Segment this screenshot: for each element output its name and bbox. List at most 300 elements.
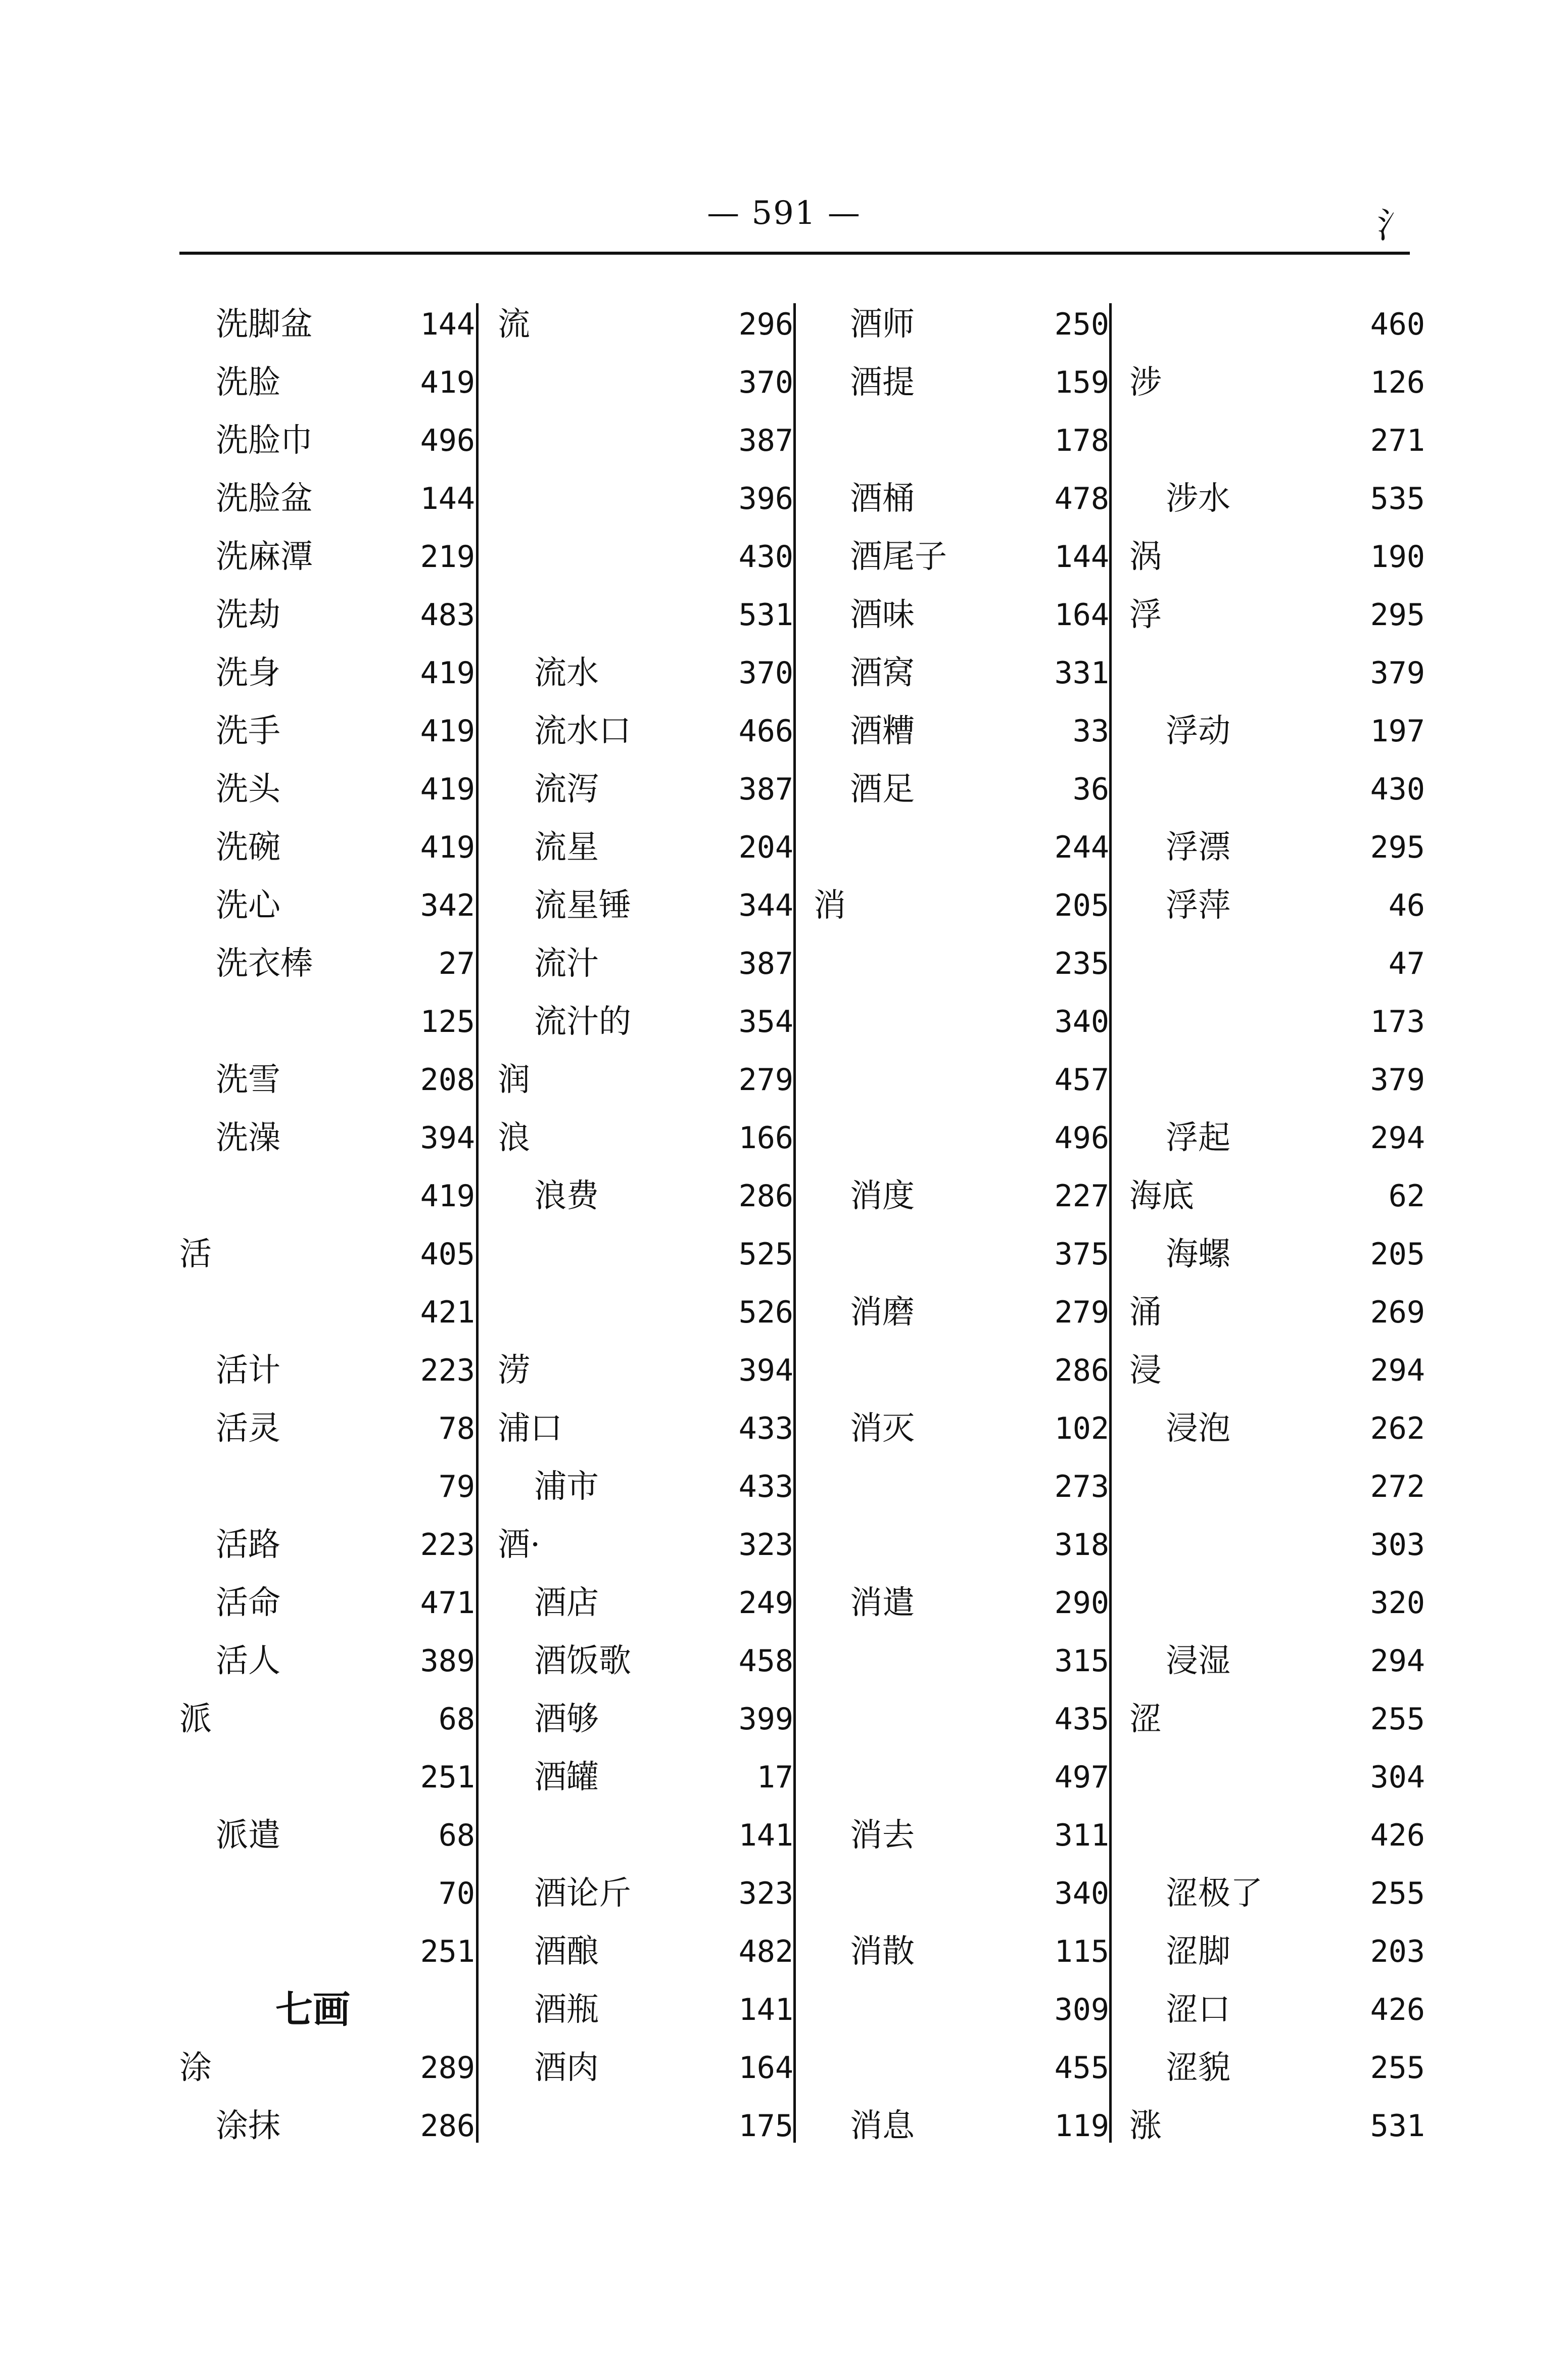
entry-headword: 活命 (216, 1584, 280, 1622)
index-entry (179, 761, 493, 819)
index-entry (498, 1225, 811, 1284)
entry-page-number: 223 (420, 1353, 475, 1388)
entry-page-number: 251 (420, 1934, 475, 1969)
entry-headword: 洗手 (216, 713, 280, 750)
entry-page-number: 340 (1054, 1876, 1109, 1911)
entry-page-number: 483 (420, 597, 475, 633)
entry-headword: 海螺 (1166, 1236, 1230, 1273)
entry-headword: 酒· (498, 1526, 541, 1564)
index-entry (179, 470, 493, 528)
index-entry (814, 528, 1127, 586)
entry-page-number: 255 (1370, 2050, 1425, 2086)
index-entry (179, 354, 493, 412)
entry-page-number: 375 (1054, 1237, 1109, 1272)
column-divider (793, 303, 796, 2143)
entry-page-number: 387 (738, 423, 793, 458)
entry-page-number: 68 (438, 1702, 475, 1737)
entry-page-number: 272 (1370, 1469, 1425, 1504)
entry-page-number: 354 (738, 1004, 793, 1040)
index-entry (814, 412, 1127, 470)
entry-page-number: 166 (738, 1120, 793, 1156)
index-entry (1129, 1225, 1443, 1284)
entry-headword: 洗脚盆 (216, 306, 313, 343)
entry-page-number: 36 (1072, 772, 1109, 807)
index-entry (1129, 470, 1443, 528)
entry-headword: 浦市 (534, 1468, 599, 1505)
index-entry (814, 2039, 1127, 2097)
index-entry (814, 1516, 1127, 1574)
entry-page-number: 204 (738, 830, 793, 865)
index-entry (179, 1516, 493, 1574)
entry-page-number: 295 (1370, 597, 1425, 633)
entry-page-number: 496 (1054, 1120, 1109, 1156)
index-entry (814, 1051, 1127, 1109)
entry-headword: 活人 (216, 1642, 280, 1680)
index-entry (814, 761, 1127, 819)
index-entry (814, 1749, 1127, 1807)
index-entry (498, 819, 811, 877)
entry-page-number: 303 (1370, 1527, 1425, 1563)
index-entry (1129, 412, 1443, 470)
entry-page-number: 421 (420, 1295, 475, 1330)
index-entry (498, 1109, 811, 1167)
index-entry (1129, 1632, 1443, 1690)
section-title: 七画 (275, 1988, 350, 2032)
index-entry (814, 819, 1127, 877)
index-entry (498, 935, 811, 993)
entry-headword: 涂 (179, 2049, 212, 2087)
entry-headword: 消度 (850, 1177, 915, 1215)
entry-page-number: 419 (420, 772, 475, 807)
entry-page-number: 419 (420, 714, 475, 749)
index-entry (814, 1458, 1127, 1516)
entry-page-number: 323 (738, 1527, 793, 1563)
index-entry (179, 702, 493, 761)
entry-page-number: 115 (1054, 1934, 1109, 1969)
entry-headword: 洗脸巾 (216, 422, 313, 459)
entry-page-number: 426 (1370, 1992, 1425, 2027)
entry-page-number: 525 (738, 1237, 793, 1272)
index-entry (498, 412, 811, 470)
index-entry (1129, 1516, 1443, 1574)
index-entry (498, 586, 811, 644)
index-entry (498, 1923, 811, 1981)
entry-headword: 洗麻潭 (216, 538, 313, 576)
entry-headword: 洗头 (216, 771, 280, 808)
index-entry (1129, 644, 1443, 702)
entry-page-number: 379 (1370, 1062, 1425, 1098)
index-entry (1129, 354, 1443, 412)
index-entry (179, 819, 493, 877)
index-entry (814, 877, 1127, 935)
entry-headword: 涩脚 (1166, 1933, 1230, 1970)
entry-page-number: 190 (1370, 539, 1425, 575)
entry-page-number: 318 (1054, 1527, 1109, 1563)
entry-headword: 酒酿 (534, 1933, 599, 1970)
index-entry (179, 1923, 493, 1981)
entry-headword: 洗雪 (216, 1061, 280, 1099)
index-entry (814, 1225, 1127, 1284)
entry-page-number: 219 (420, 539, 475, 575)
entry-headword: 洗脸盆 (216, 480, 313, 517)
entry-page-number: 244 (1054, 830, 1109, 865)
index-entry (814, 1865, 1127, 1923)
entry-page-number: 78 (438, 1411, 475, 1446)
entry-headword: 浸湿 (1166, 1642, 1230, 1680)
entry-page-number: 405 (420, 1237, 475, 1272)
entry-headword: 流汁的 (534, 1003, 631, 1041)
entry-page-number: 205 (1370, 1237, 1425, 1272)
entry-headword: 涩极了 (1166, 1875, 1263, 1912)
entry-page-number: 340 (1054, 1004, 1109, 1040)
entry-page-number: 482 (738, 1934, 793, 1969)
entry-headword: 涌 (1129, 1294, 1162, 1331)
entry-page-number: 141 (738, 1992, 793, 2027)
entry-page-number: 141 (738, 1818, 793, 1853)
index-entry (1129, 2097, 1443, 2155)
entry-headword: 酒肉 (534, 2049, 599, 2087)
entry-page-number: 255 (1370, 1702, 1425, 1737)
entry-page-number: 251 (420, 1760, 475, 1795)
index-entry (498, 1458, 811, 1516)
entry-headword: 流水 (534, 654, 599, 692)
index-entry (814, 1981, 1127, 2039)
index-entry (498, 993, 811, 1051)
entry-headword: 涉水 (1166, 480, 1230, 517)
index-entry (498, 1749, 811, 1807)
index-entry (814, 935, 1127, 993)
index-entry (179, 1167, 493, 1225)
entry-headword: 涩口 (1166, 1991, 1230, 2028)
index-entry (1129, 1109, 1443, 1167)
entry-headword: 酒师 (850, 306, 915, 343)
entry-page-number: 235 (1054, 946, 1109, 981)
index-entry (498, 1865, 811, 1923)
index-entry (498, 1167, 811, 1225)
index-entry (814, 1923, 1127, 1981)
index-entry (1129, 586, 1443, 644)
index-entry (1129, 2039, 1443, 2097)
entry-headword: 浪 (498, 1119, 530, 1157)
index-entry (814, 1574, 1127, 1632)
index-entry (498, 1632, 811, 1690)
index-entry (179, 1749, 493, 1807)
section-heading (179, 1981, 493, 2039)
index-entry (179, 296, 493, 354)
index-entry (814, 1109, 1127, 1167)
entry-page-number: 144 (420, 307, 475, 342)
index-entry (1129, 819, 1443, 877)
entry-headword: 涩貌 (1166, 2049, 1230, 2087)
index-entry (179, 1807, 493, 1865)
index-entry (1129, 1981, 1443, 2039)
entry-page-number: 294 (1370, 1120, 1425, 1156)
entry-page-number: 399 (738, 1702, 793, 1737)
index-entry (814, 1807, 1127, 1865)
entry-headword: 酒提 (850, 364, 915, 401)
index-entry (498, 1690, 811, 1749)
entry-page-number: 433 (738, 1469, 793, 1504)
index-entry (179, 528, 493, 586)
entry-page-number: 68 (438, 1818, 475, 1853)
index-entry (814, 993, 1127, 1051)
entry-page-number: 370 (738, 655, 793, 691)
entry-headword: 涉 (1129, 364, 1162, 401)
index-entry (179, 1400, 493, 1458)
entry-headword: 消磨 (850, 1294, 915, 1331)
column-divider (476, 303, 479, 2143)
entry-page-number: 203 (1370, 1934, 1425, 1969)
entry-headword: 涡 (1129, 538, 1162, 576)
index-entry (498, 296, 811, 354)
index-entry (498, 1342, 811, 1400)
entry-headword: 浮萍 (1166, 887, 1230, 924)
entry-page-number: 119 (1054, 2108, 1109, 2144)
index-entry (498, 1981, 811, 2039)
index-entry (1129, 877, 1443, 935)
index-entry (179, 1632, 493, 1690)
entry-page-number: 70 (438, 1876, 475, 1911)
entry-page-number: 289 (420, 2050, 475, 2086)
entry-headword: 酒店 (534, 1584, 599, 1622)
index-entry (179, 1109, 493, 1167)
entry-page-number: 294 (1370, 1643, 1425, 1679)
entry-page-number: 387 (738, 772, 793, 807)
index-entry (179, 644, 493, 702)
index-entry (1129, 296, 1443, 354)
index-entry (179, 1690, 493, 1749)
entry-headword: 洗衣棒 (216, 945, 313, 982)
entry-page-number: 419 (420, 830, 475, 865)
entry-headword: 润 (498, 1061, 530, 1099)
index-entry (814, 1400, 1127, 1458)
entry-headword: 浸泡 (1166, 1410, 1230, 1447)
entry-page-number: 295 (1370, 830, 1425, 865)
entry-headword: 流汁 (534, 945, 599, 982)
entry-page-number: 430 (1370, 772, 1425, 807)
entry-page-number: 125 (420, 1004, 475, 1040)
entry-page-number: 394 (420, 1120, 475, 1156)
entry-page-number: 286 (738, 1178, 793, 1214)
entry-headword: 浮动 (1166, 713, 1230, 750)
index-entry (1129, 1865, 1443, 1923)
entry-headword: 涂抹 (216, 2107, 280, 2145)
index-entry (814, 296, 1127, 354)
index-entry (498, 1516, 811, 1574)
entry-page-number: 320 (1370, 1585, 1425, 1621)
entry-headword: 浦口 (498, 1410, 562, 1447)
entry-page-number: 435 (1054, 1702, 1109, 1737)
entry-page-number: 290 (1054, 1585, 1109, 1621)
entry-page-number: 33 (1072, 714, 1109, 749)
index-entry (179, 935, 493, 993)
entry-page-number: 262 (1370, 1411, 1425, 1446)
entry-headword: 消遣 (850, 1584, 915, 1622)
index-entry (498, 877, 811, 935)
entry-page-number: 178 (1054, 423, 1109, 458)
index-entry (498, 1051, 811, 1109)
index-entry (498, 470, 811, 528)
entry-page-number: 27 (438, 946, 475, 981)
entry-page-number: 17 (756, 1760, 793, 1795)
entry-page-number: 315 (1054, 1643, 1109, 1679)
entry-headword: 酒够 (534, 1701, 599, 1738)
header-radical: 氵 (1377, 205, 1412, 246)
entry-page-number: 175 (738, 2108, 793, 2144)
entry-page-number: 471 (420, 1585, 475, 1621)
entry-headword: 洗碗 (216, 829, 280, 866)
entry-page-number: 304 (1370, 1760, 1425, 1795)
index-entry (179, 1051, 493, 1109)
entry-page-number: 331 (1054, 655, 1109, 691)
entry-page-number: 419 (420, 655, 475, 691)
entry-page-number: 126 (1370, 365, 1425, 400)
index-entry (814, 1167, 1127, 1225)
entry-page-number: 223 (420, 1527, 475, 1563)
entry-headword: 酒饭歌 (534, 1642, 631, 1680)
index-entry (1129, 1807, 1443, 1865)
index-entry (1129, 1749, 1443, 1807)
entry-page-number: 458 (738, 1643, 793, 1679)
entry-page-number: 250 (1054, 307, 1109, 342)
index-entry (498, 761, 811, 819)
entry-headword: 派 (179, 1701, 212, 1738)
index-entry (179, 412, 493, 470)
entry-page-number: 323 (738, 1876, 793, 1911)
index-entry (498, 2039, 811, 2097)
index-entry (1129, 1923, 1443, 1981)
entry-page-number: 387 (738, 946, 793, 981)
index-entry (814, 586, 1127, 644)
entry-page-number: 531 (738, 597, 793, 633)
entry-page-number: 426 (1370, 1818, 1425, 1853)
entry-page-number: 433 (738, 1411, 793, 1446)
entry-headword: 酒瓶 (534, 1991, 599, 2028)
entry-headword: 浪费 (534, 1177, 599, 1215)
index-entry (814, 644, 1127, 702)
index-entry (179, 1865, 493, 1923)
index-entry (1129, 1574, 1443, 1632)
entry-page-number: 273 (1054, 1469, 1109, 1504)
index-entry (179, 2097, 493, 2155)
index-entry (814, 2097, 1127, 2155)
index-entry (498, 1574, 811, 1632)
index-entry (179, 586, 493, 644)
entry-headword: 酒桶 (850, 480, 915, 517)
entry-page-number: 249 (738, 1585, 793, 1621)
entry-page-number: 309 (1054, 1992, 1109, 2027)
entry-page-number: 227 (1054, 1178, 1109, 1214)
index-entry (498, 2097, 811, 2155)
index-entry (1129, 1284, 1443, 1342)
entry-page-number: 79 (438, 1469, 475, 1504)
index-entry (179, 1284, 493, 1342)
entry-headword: 洗澡 (216, 1119, 280, 1157)
index-entry (1129, 1400, 1443, 1458)
entry-page-number: 269 (1370, 1295, 1425, 1330)
entry-headword: 流 (498, 306, 530, 343)
entry-page-number: 496 (420, 423, 475, 458)
index-entry (814, 1284, 1127, 1342)
index-entry (814, 1632, 1127, 1690)
entry-page-number: 497 (1054, 1760, 1109, 1795)
index-entry (1129, 993, 1443, 1051)
entry-page-number: 460 (1370, 307, 1425, 342)
index-entry (1129, 702, 1443, 761)
entry-headword: 酒窝 (850, 654, 915, 692)
entry-headword: 洗脸 (216, 364, 280, 401)
entry-headword: 活计 (216, 1352, 280, 1389)
entry-page-number: 526 (738, 1295, 793, 1330)
entry-page-number: 394 (738, 1353, 793, 1388)
entry-page-number: 344 (738, 888, 793, 923)
entry-page-number: 279 (1054, 1295, 1109, 1330)
entry-headword: 活灵 (216, 1410, 280, 1447)
index-column-4 (1129, 296, 1443, 2150)
index-entry (498, 1284, 811, 1342)
index-entry (1129, 1342, 1443, 1400)
entry-page-number: 370 (738, 365, 793, 400)
index-entry (814, 1690, 1127, 1749)
entry-headword: 酒论斤 (534, 1875, 631, 1912)
index-entry (1129, 1167, 1443, 1225)
entry-page-number: 311 (1054, 1818, 1109, 1853)
entry-page-number: 144 (420, 481, 475, 516)
index-entry (498, 1807, 811, 1865)
index-entry (814, 702, 1127, 761)
index-entry (498, 1400, 811, 1458)
entry-headword: 浮起 (1166, 1119, 1230, 1157)
entry-headword: 活路 (216, 1526, 280, 1564)
entry-page-number: 255 (1370, 1876, 1425, 1911)
entry-page-number: 164 (738, 2050, 793, 2086)
entry-page-number: 286 (1054, 1353, 1109, 1388)
entry-page-number: 164 (1054, 597, 1109, 633)
entry-page-number: 62 (1388, 1178, 1425, 1214)
entry-page-number: 271 (1370, 423, 1425, 458)
entry-headword: 海底 (1129, 1177, 1194, 1215)
entry-headword: 酒糟 (850, 713, 915, 750)
index-entry (1129, 1051, 1443, 1109)
entry-page-number: 205 (1054, 888, 1109, 923)
entry-page-number: 457 (1054, 1062, 1109, 1098)
entry-headword: 浮漂 (1166, 829, 1230, 866)
entry-headword: 流泻 (534, 771, 599, 808)
entry-headword: 酒足 (850, 771, 915, 808)
index-entry (498, 528, 811, 586)
entry-headword: 酒罐 (534, 1759, 599, 1796)
entry-headword: 浸 (1129, 1352, 1162, 1389)
entry-headword: 消灭 (850, 1410, 915, 1447)
index-entry (1129, 1690, 1443, 1749)
entry-headword: 涝 (498, 1352, 530, 1389)
column-divider (1109, 303, 1112, 2143)
entry-headword: 消息 (850, 2107, 915, 2145)
index-entry (1129, 1458, 1443, 1516)
entry-page-number: 535 (1370, 481, 1425, 516)
index-entry (498, 702, 811, 761)
index-entry (1129, 528, 1443, 586)
entry-page-number: 342 (420, 888, 475, 923)
entry-headword: 酒尾子 (850, 538, 947, 576)
page-number: — 591 — (707, 195, 861, 232)
entry-page-number: 159 (1054, 365, 1109, 400)
entry-page-number: 396 (738, 481, 793, 516)
index-entry (814, 354, 1127, 412)
index-entry (179, 993, 493, 1051)
index-entry (179, 877, 493, 935)
index-entry (179, 1574, 493, 1632)
